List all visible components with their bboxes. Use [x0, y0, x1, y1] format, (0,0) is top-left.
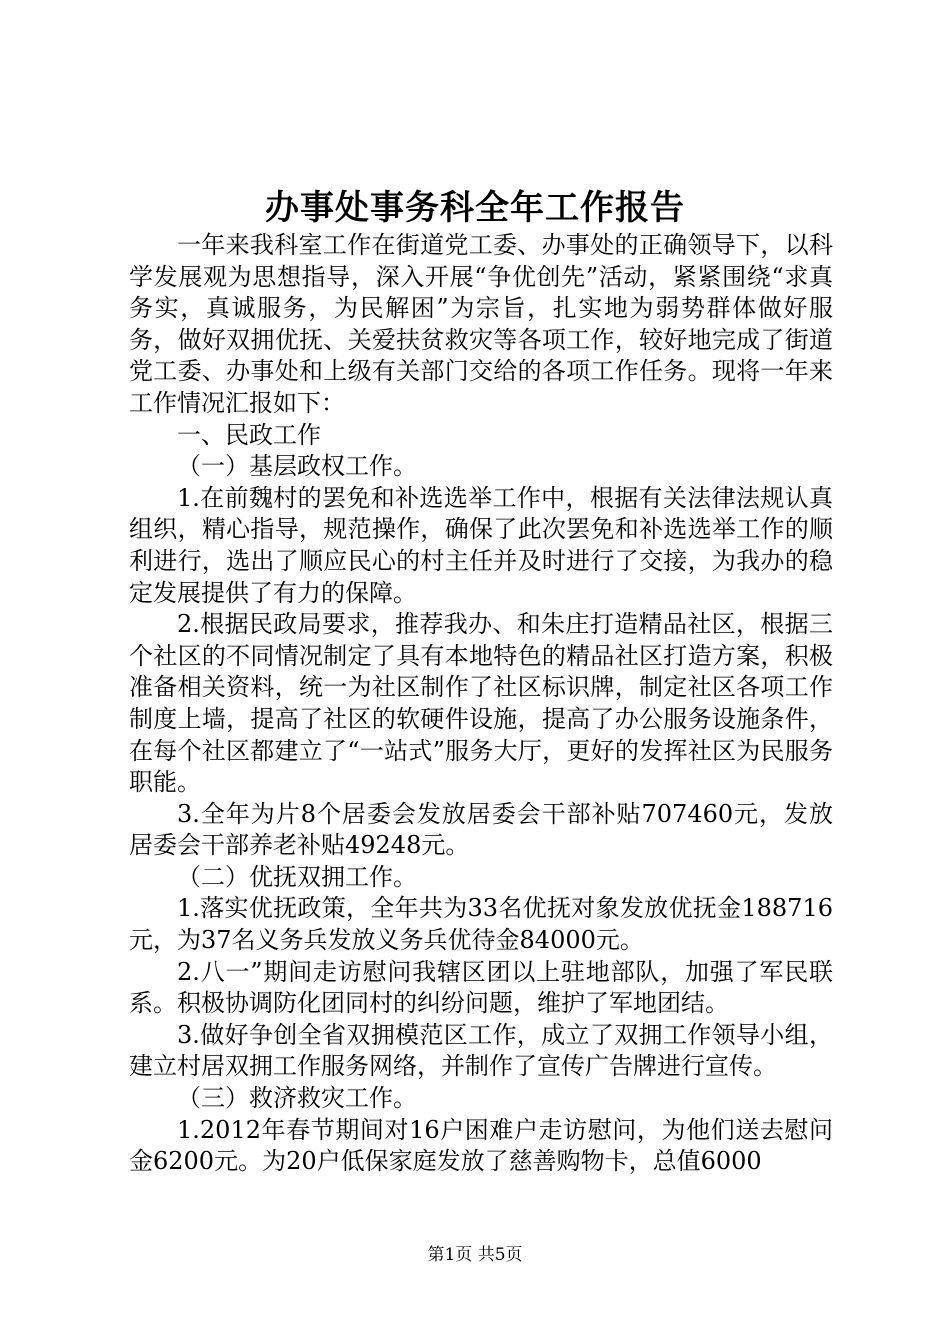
- subsection-heading-support: （二）优抚双拥工作。: [177, 862, 417, 891]
- document-title: 办事处事务科全年工作报告: [265, 188, 685, 228]
- paragraph-item: 2.根据民政局要求，推荐我办、和朱庄打造精品社区，根据三个社区的不同情况制定了具有本地特色的精品社区打造方案，积极准备相关资料，统一为社区制作了社区标识牌，制定社区各项工作制度上墙，提高了社区的软硬件设施，提高了办公服务设施条件，在每个社区都建立了“一站式”服务大厅，更好的发挥社区为民服务职能。: [129, 610, 833, 797]
- section-heading-civil-affairs: 一、民政工作: [177, 420, 321, 449]
- subsection-heading-grassroots: （一）基层政权工作。: [177, 452, 417, 481]
- document-body: [129, 230, 833, 1178]
- paragraph-item: 2.八一”期间走访慰问我辖区团以上驻地部队，加强了军民联系。积极协调防化团同村的纠纷问题，维护了军地团结。: [129, 957, 833, 1018]
- subsection-heading-relief: （三）救济救灾工作。: [177, 1084, 417, 1113]
- paragraph-item: 1.落实优抚政策，全年共为33名优抚对象发放优抚金188716元，为37名义务兵发放义务兵优待金84000元。: [129, 894, 833, 955]
- paragraph-item: 1.2012年春节期间对16户困难户走访慰问，为他们送去慰问金6200元。为20户低保家庭发放了慈善购物卡，总值6000: [129, 1115, 833, 1176]
- paragraph-item: 3.做好争创全省双拥模范区工作，成立了双拥工作领导小组，建立村居双拥工作服务网络，并制作了宣传广告牌进行宣传。: [129, 1020, 833, 1081]
- page-footer: 第1页 共5页: [427, 1245, 523, 1265]
- paragraph-intro: 一年来我科室工作在街道党工委、办事处的正确领导下，以科学发展观为思想指导，深入开展“争优创先”活动，紧紧围绕“求真务实，真诚服务，为民解困”为宗旨，扎实地为弱势群体做好服务，做好双拥优抚、关爱扶贫救灾等各项工作，较好地完成了街道党工委、办事处和上级有关部门交给的各项工作任务。现将一年来工作情况汇报如下：: [129, 231, 833, 417]
- paragraph-item: 1.在前魏村的罢免和补选选举工作中，根据有关法律法规认真组织，精心指导，规范操作，确保了此次罢免和补选选举工作的顺利进行，选出了顺应民心的村主任并及时进行了交接，为我办的稳定发展提供了有力的保障。: [129, 483, 833, 607]
- paragraph-item: 3.全年为片8个居委会发放居委会干部补贴707460元，发放居委会干部养老补贴49248元。: [129, 799, 833, 860]
